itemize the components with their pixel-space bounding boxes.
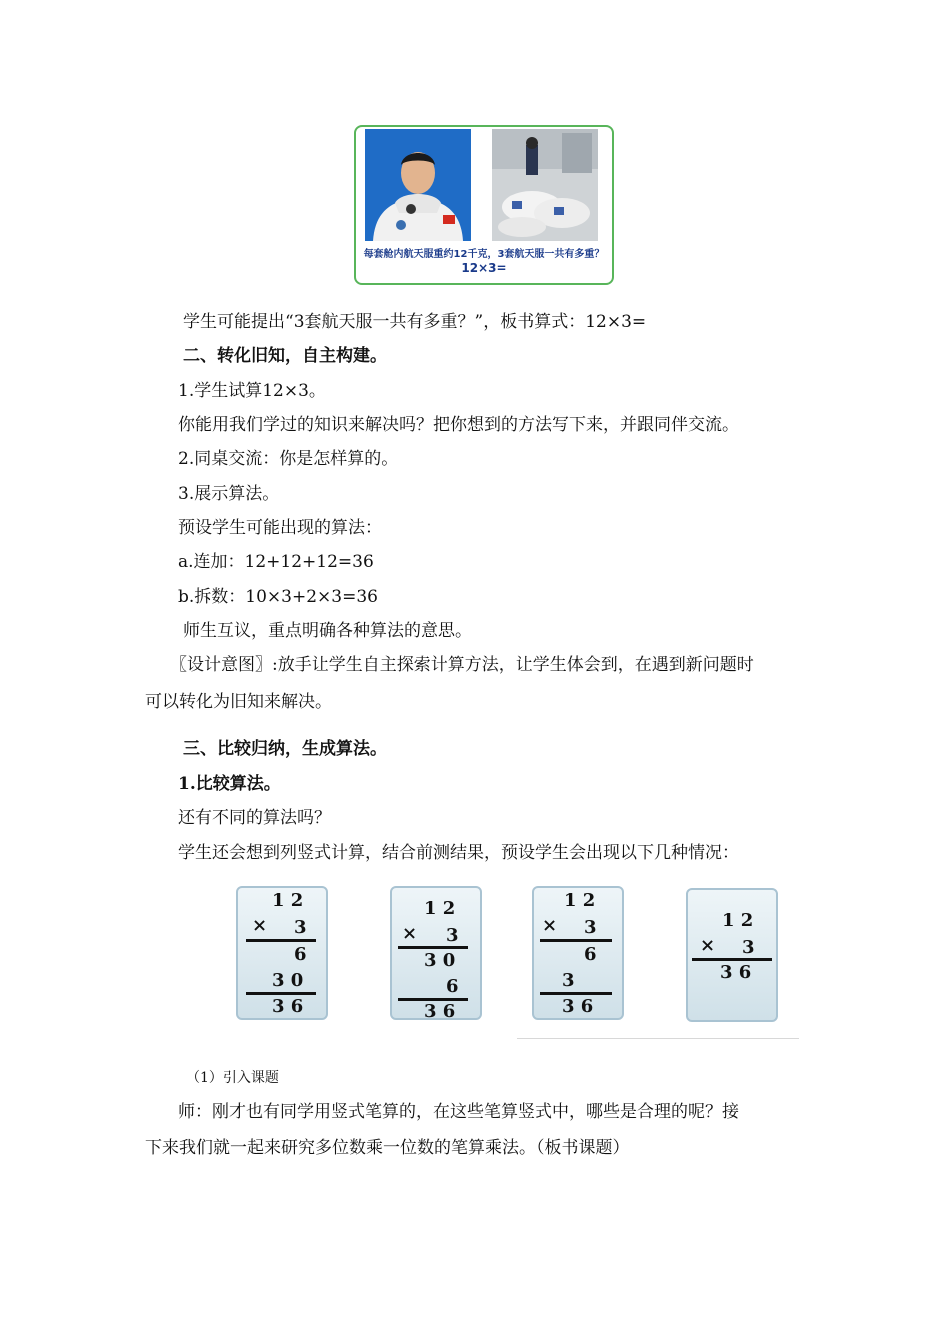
partial-product: 3 0 <box>272 970 304 991</box>
text-line: 学生可能提出“3套航天服一共有多重？”，板书算式：12×3= <box>183 312 647 332</box>
line-bar <box>246 992 316 995</box>
figure-formula: 12×3= <box>461 261 507 275</box>
result: 3 6 <box>272 996 304 1017</box>
partial-product: 6 <box>584 944 597 965</box>
result: 3 6 <box>720 962 752 983</box>
multiplicand: 1 2 <box>564 890 596 911</box>
partial-product: 6 <box>446 976 459 997</box>
text-line: 下来我们就一起来研究多位数乘一位数的笔算乘法。（板书课题） <box>145 1138 630 1158</box>
divider <box>517 1038 799 1039</box>
text-line: a.连加：12+12+12=36 <box>178 552 374 572</box>
result: 3 6 <box>562 996 594 1017</box>
multiply-sign: × <box>700 935 716 956</box>
partial-product: 6 <box>294 944 307 965</box>
text-line: 还有不同的算法吗？ <box>178 808 331 828</box>
multiply-sign: × <box>252 915 268 936</box>
text-line: 3.展示算法。 <box>178 484 280 504</box>
text-line: b.拆数：10×3+2×3=36 <box>178 587 378 607</box>
text-line: 师生互议，重点明确各种算法的意思。 <box>183 621 472 641</box>
multiplicand: 1 2 <box>272 890 304 911</box>
text-line: 学生还会想到列竖式计算，结合前测结果，预设学生会出现以下几种情况： <box>178 843 739 863</box>
line-bar <box>540 939 612 942</box>
multiplier: 3 <box>742 937 755 958</box>
multiplier: 3 <box>584 917 597 938</box>
multiplier: 3 <box>446 925 459 946</box>
calc-card-2 <box>390 886 482 1020</box>
sub-heading: 1.比较算法。 <box>178 774 281 794</box>
text-line: （1）引入课题 <box>186 1070 279 1086</box>
text-line: 〖设计意图〗:放手让学生自主探索计算方法，让学生体会到，在遇到新问题时 <box>170 655 754 675</box>
text-line: 可以转化为旧知来解决。 <box>145 692 332 712</box>
multiplier: 3 <box>294 917 307 938</box>
figure-caption: 每套舱内航天服重约12千克，3套航天服一共有多重？ <box>363 249 605 260</box>
text-line: 2.同桌交流：你是怎样算的。 <box>178 449 399 469</box>
multiply-sign: × <box>402 923 418 944</box>
multiplicand: 1 2 <box>424 898 456 919</box>
astronaut-photo <box>365 129 471 241</box>
line-bar <box>540 992 612 995</box>
section-heading: 三、比较归纳，生成算法。 <box>183 739 387 759</box>
line-bar <box>398 946 468 949</box>
section-heading: 二、转化旧知，自主构建。 <box>183 346 387 366</box>
partial-product: 3 0 <box>424 950 456 971</box>
calc-card-3 <box>532 886 624 1020</box>
text-line: 你能用我们学过的知识来解决吗？把你想到的方法写下来，并跟同伴交流。 <box>178 415 739 435</box>
spacesuits-photo <box>492 129 598 241</box>
text-line: 1.学生试算12×3。 <box>178 381 326 401</box>
astronaut-figure <box>354 125 614 285</box>
multiply-sign: × <box>542 915 558 936</box>
partial-product: 3 <box>562 970 575 991</box>
text-line: 预设学生可能出现的算法： <box>178 518 382 538</box>
calc-card-1 <box>236 886 328 1020</box>
multiplicand: 1 2 <box>722 910 754 931</box>
result: 3 6 <box>424 1001 456 1022</box>
line-bar <box>246 939 316 942</box>
calc-card-4 <box>686 888 778 1022</box>
text-line: 师：刚才也有同学用竖式笔算的，在这些笔算竖式中，哪些是合理的呢？接 <box>178 1102 739 1122</box>
line-bar <box>692 958 772 961</box>
